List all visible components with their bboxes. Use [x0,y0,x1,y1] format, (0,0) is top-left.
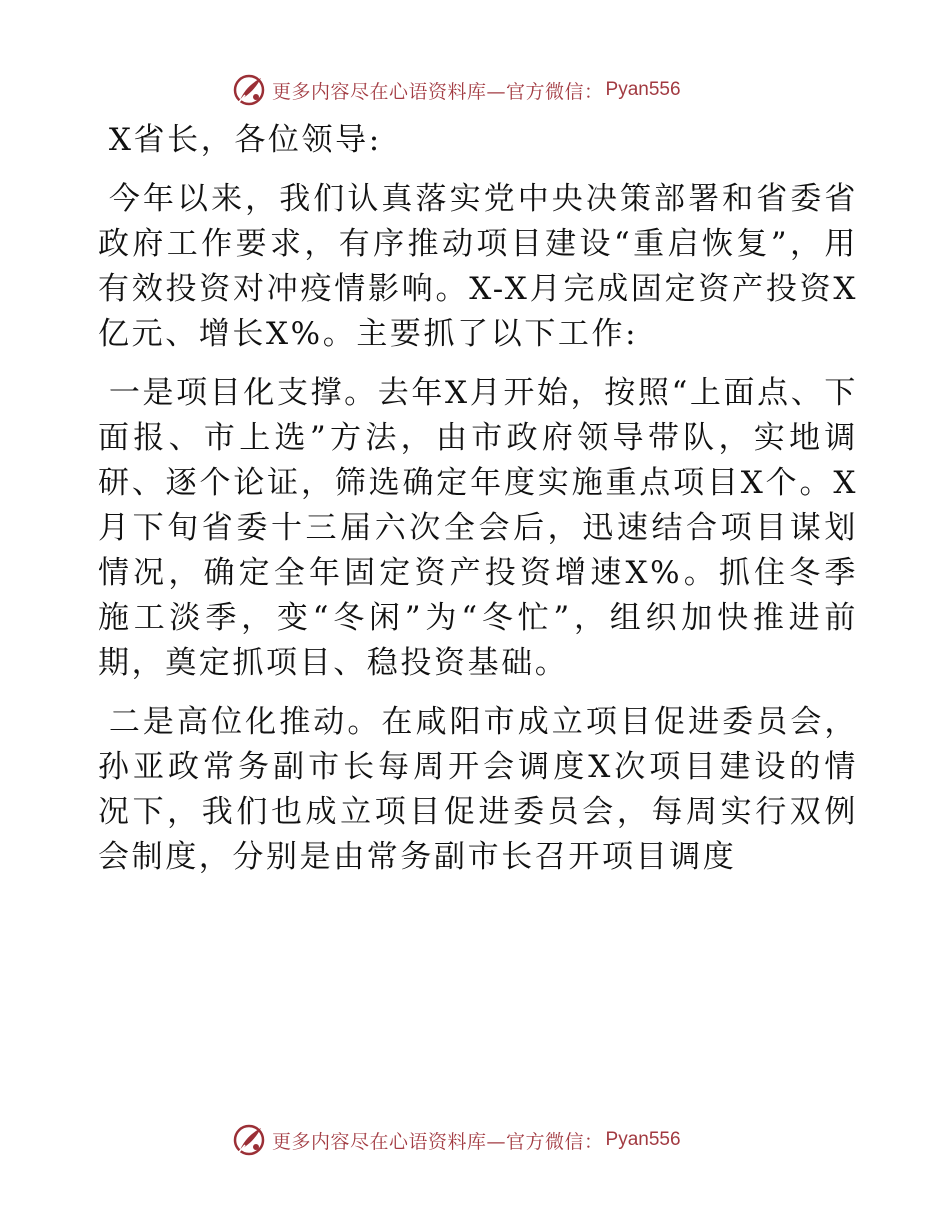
watermark-wechat-id: Pyan556 [605,1129,681,1150]
greeting: X省长，各位领导: [108,122,382,158]
paragraph-project-support: 一是项目化支撑。去年X月开始，按照“上面点、下面报、市上选”方法，由市政府领导带队，实地调研、逐个论证，筛选确定年度实施重点项目X个。X月下旬省委十三届六次全会后，迅速结合项目谋划情况，确定全年固定资产投资增速X%。抓住冬季施工淡季，变“冬闲”为“冬忙”，组织加快推进前期，奠定抓项目、稳投资基础。 [98,375,858,681]
quill-logo-icon [232,73,266,107]
paragraph-high-level-push: 二是高位化推动。在咸阳市成立项目促进委员会，孙亚政常务副市长每周开会调度X次项目建设的情况下，我们也成立项目促进委员会，每周实行双例会制度，分别是由常务副市长召开项目调度 [98,704,858,875]
watermark-header [232,72,732,108]
watermark-text: 更多内容尽在心语资料库—官方微信： [272,1130,604,1153]
watermark-wechat-id: Pyan556 [605,79,681,100]
watermark-text: 更多内容尽在心语资料库—官方微信： [272,80,604,103]
quill-logo-icon [232,1123,266,1157]
paragraph-intro: 今年以来，我们认真落实党中央决策部署和省委省政府工作要求，有序推动项目建设“重启恢复”，用有效投资对冲疫情影响。X-X月完成固定资产投资X亿元、增长X%。主要抓了以下工作: [98,181,858,352]
watermark-footer [232,1122,732,1158]
document-body [98,118,858,894]
